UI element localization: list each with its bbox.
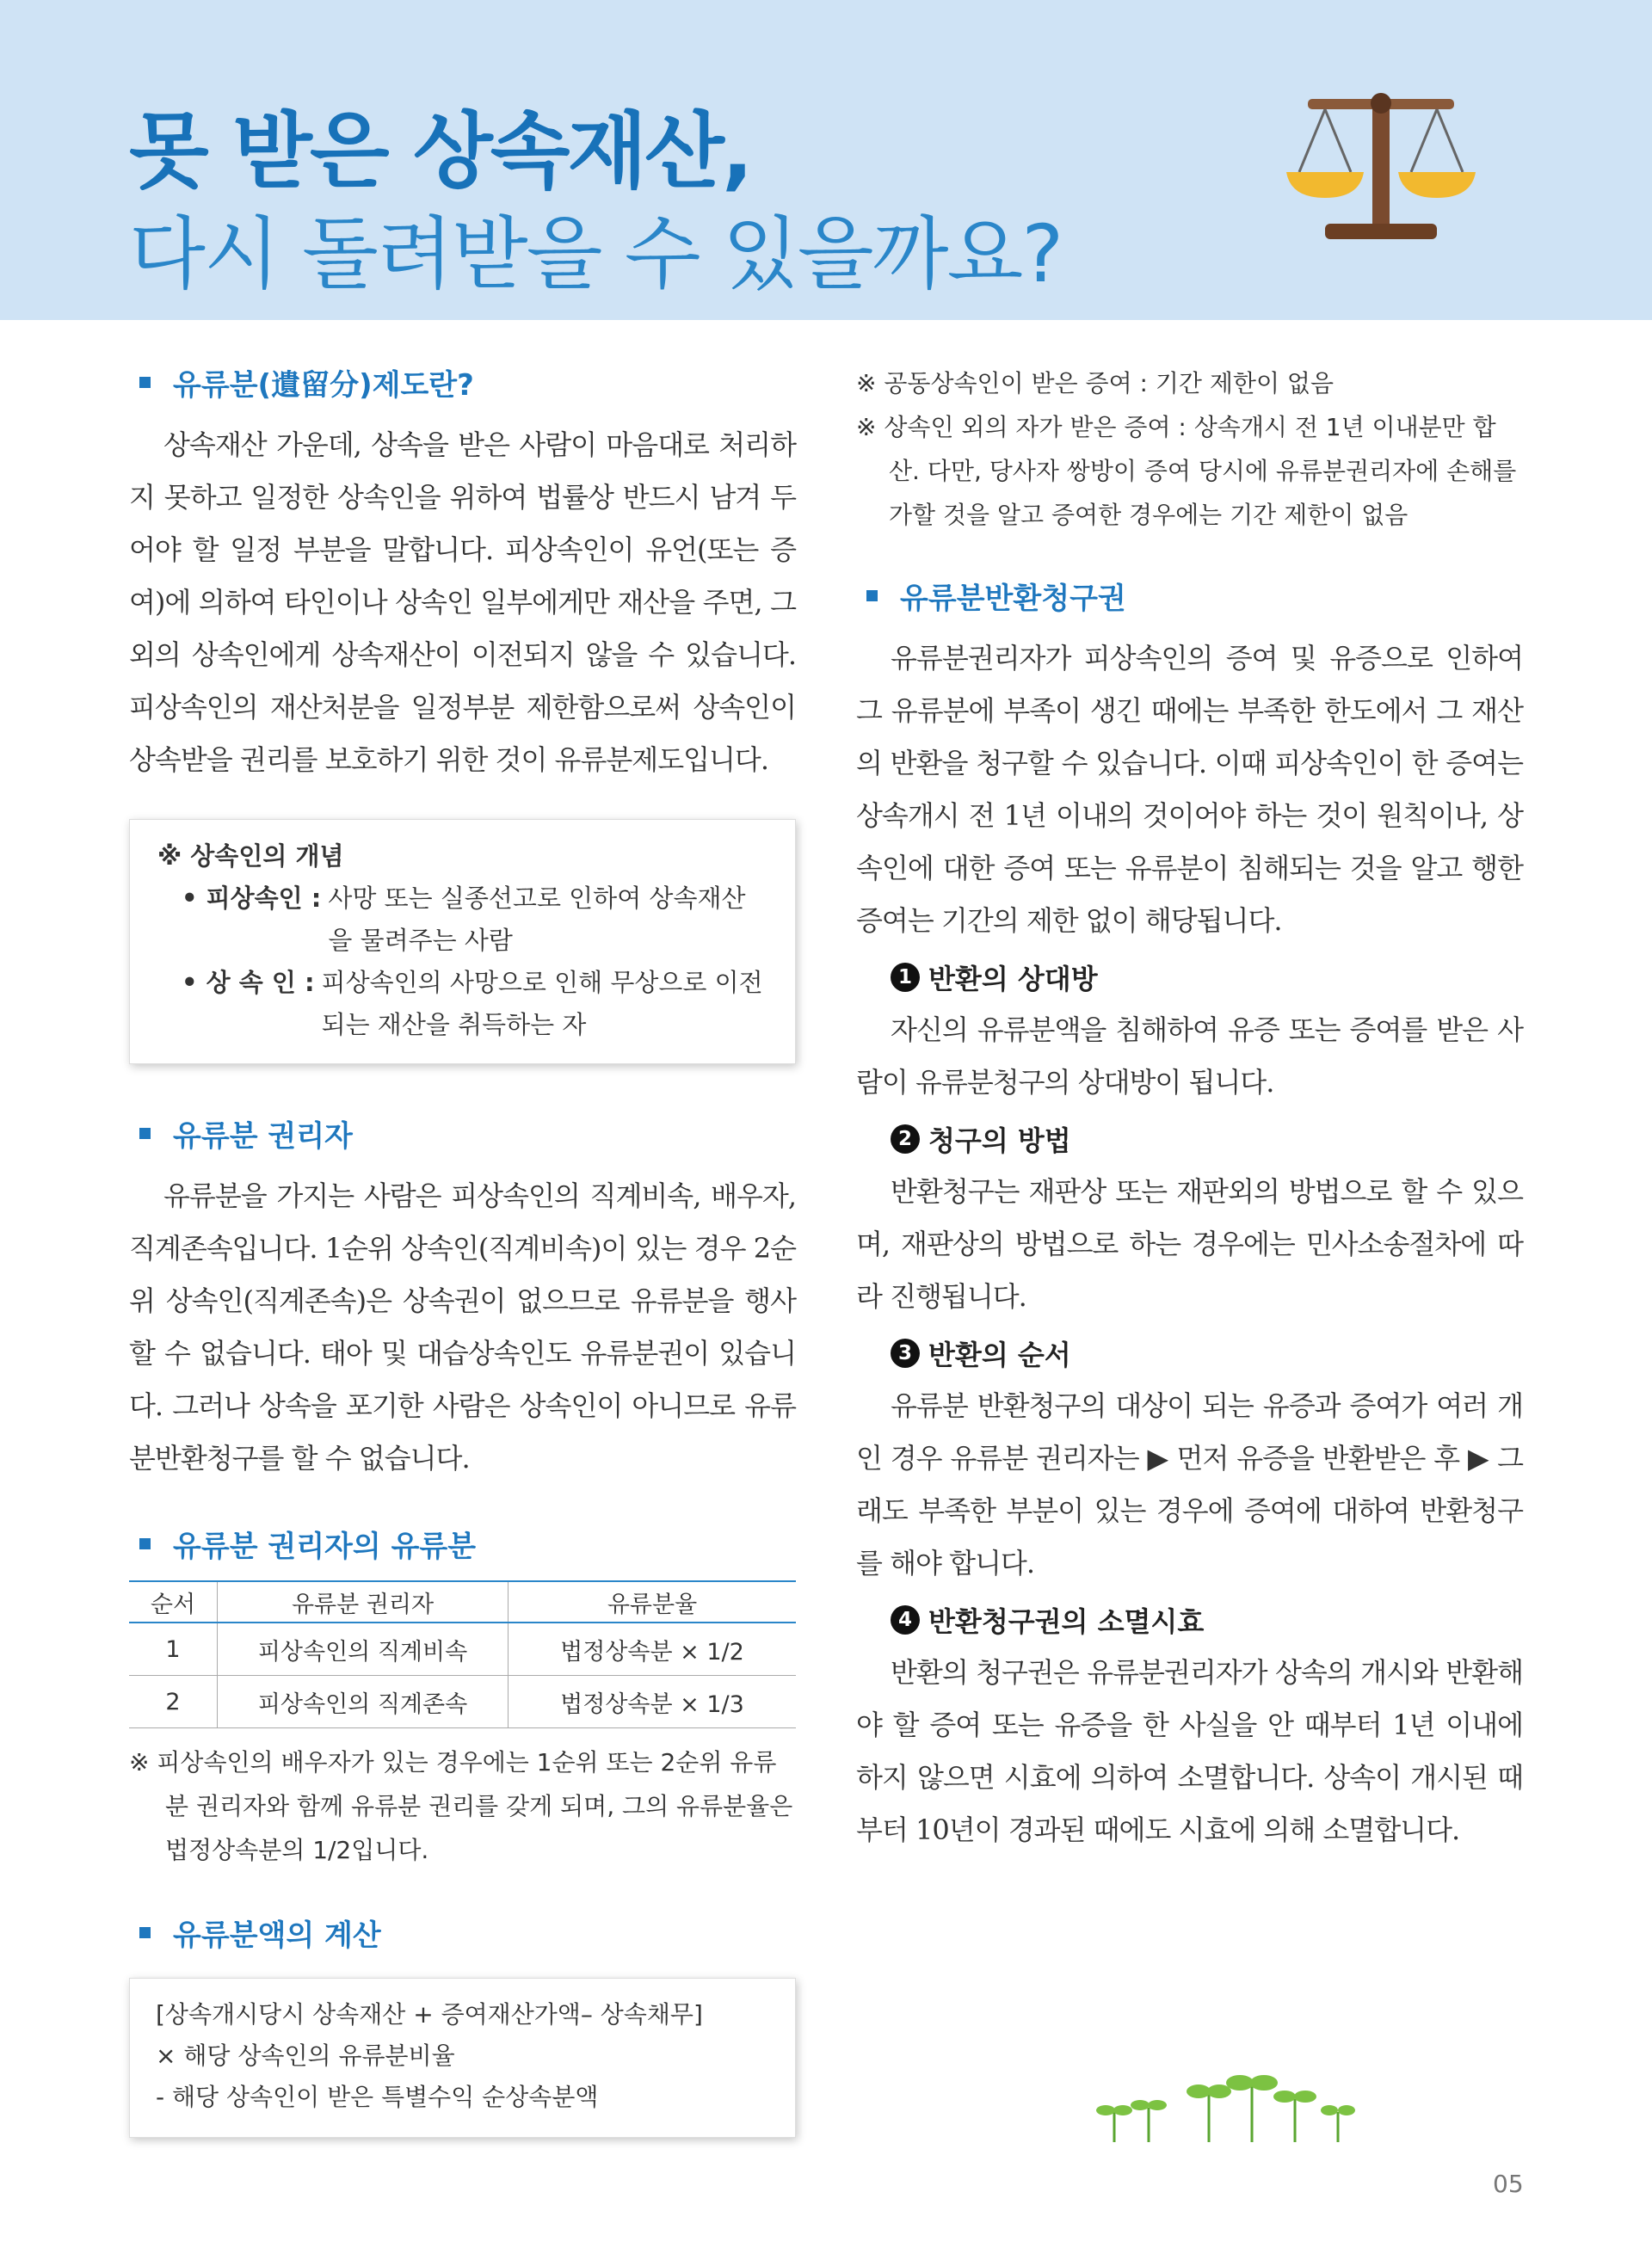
number-badge: 4 bbox=[891, 1605, 920, 1635]
right-column bbox=[856, 361, 1523, 1857]
table-cell: 피상속인의 직계비속 bbox=[218, 1623, 509, 1676]
section-title: 유류분 권리자 bbox=[173, 1119, 353, 1154]
table-cell: 법정상속분 × 1/3 bbox=[509, 1676, 797, 1728]
page-number: 05 bbox=[1493, 2170, 1524, 2198]
section-title: 유류분(遺留分)제도란? bbox=[173, 368, 474, 403]
table-cell: 법정상속분 × 1/2 bbox=[509, 1623, 797, 1676]
subsection-title: 반환의 순서 bbox=[928, 1339, 1071, 1371]
table-row bbox=[129, 1676, 796, 1728]
gift-note: ※ 공동상속인이 받은 증여 : 기간 제한이 없음 bbox=[856, 369, 1335, 397]
table-header: 유류분 권리자 bbox=[218, 1581, 509, 1623]
table-note: ※ 피상속인의 배우자가 있는 경우에는 1순위 또는 2순위 유류분 권리자와 함께 유류분 권리를 갖게 되며, 그의 유류분율은 법정상속분의 1/2입니다. bbox=[129, 1748, 793, 1864]
bullet-square bbox=[139, 377, 151, 388]
header-banner bbox=[0, 0, 1652, 320]
ratio-table bbox=[129, 1580, 796, 1728]
table-header: 유류분율 bbox=[509, 1581, 797, 1623]
formula-line: × 해당 상속인의 유류분비율 bbox=[156, 2041, 455, 2070]
subsection-title: 청구의 방법 bbox=[928, 1124, 1071, 1157]
concept-box-title: ※ 상속인의 개념 bbox=[157, 841, 344, 871]
table-cell: 1 bbox=[129, 1623, 218, 1676]
page-title: 못 받은 상속재산, bbox=[129, 103, 751, 200]
section-heading bbox=[129, 361, 796, 403]
bullet-square bbox=[866, 590, 878, 601]
number-badge: 1 bbox=[891, 963, 920, 992]
table-row bbox=[129, 1623, 796, 1676]
section-title: 유류분 권리자의 유류분 bbox=[173, 1530, 477, 1564]
formula-line: [상속개시당시 상속재산 + 증여재산가액– 상속채무] bbox=[156, 2000, 703, 2029]
subsection-title: 반환의 상대방 bbox=[928, 963, 1098, 995]
definition-item bbox=[182, 962, 769, 1046]
definition-desc: 피상속인의 사망으로 인해 무상으로 이전되는 재산을 취득하는 자 bbox=[321, 968, 763, 1039]
subsection-body: 반환의 청구권은 유류분권리자가 상속의 개시와 반환해야 할 증여 또는 유증을 한 사실을 안 때부터 1년 이내에 하지 않으면 시효에 의하여 소멸합니다. 상속이 개시된 때부터 10년이 경과된 때에도 시효에 의해 소멸합니다. bbox=[856, 1656, 1523, 1846]
section-body: 상속재산 가운데, 상속을 받은 사람이 마음대로 처리하지 못하고 일정한 상속인을 위하여 법률상 반드시 남겨 두어야 할 일정 부분을 말합니다. 피상속인이 유언(또는 증여)에 의하여 타인이나 상속인 일부에게만 재산을 주면, 그 외의 상속인에게 상속재산이 이전되지 않을 수 있습니다. 피상속인의 재산처분을 일정부분 제한함으로써 상속인이 상속받을 권리를 보호하기 위한 것이 유류분제도입니다. bbox=[129, 428, 796, 776]
table-cell: 2 bbox=[129, 1676, 218, 1728]
table-header: 순서 bbox=[129, 1581, 218, 1623]
definition-desc: 사망 또는 실종선고로 인하여 상속재산을 물려주는 사람 bbox=[328, 884, 746, 955]
subsection-title: 반환청구권의 소멸시효 bbox=[928, 1605, 1205, 1638]
bullet-square bbox=[139, 1538, 151, 1549]
subsection-heading bbox=[891, 958, 1523, 997]
subsection-body: 유류분 반환청구의 대상이 되는 유증과 증여가 여러 개인 경우 유류분 권리자는 ▶ 먼저 유증을 반환받은 후 ▶ 그래도 부족한 부분이 있는 경우에 증여에 대하여 반환청구를 해야 합니다. bbox=[856, 1389, 1523, 1580]
definition-term: • 피상속인 : bbox=[182, 884, 322, 913]
section-body: 유류분을 가지는 사람은 피상속인의 직계비속, 배우자, 직계존속입니다. 1순위 상속인(직계비속)이 있는 경우 2순위 상속인(직계존속)은 상속권이 없으므로 유류분을 행사할 수 없습니다. 태아 및 대습상속인도 유류분권이 있습니다. 그러나 상속을 포기한 사람은 상속인이 아니므로 유류분반환청구를 할 수 없습니다. bbox=[129, 1179, 796, 1475]
formula-box bbox=[129, 1978, 796, 2138]
subsection-heading bbox=[891, 1119, 1523, 1159]
section-heading bbox=[129, 1912, 796, 1954]
gift-note: ※ 상속인 외의 자가 받은 증여 : 상속개시 전 1년 이내분만 합산. 다만, 당사자 쌍방이 증여 당시에 유류분권리자에 손해를 가할 것을 알고 증여한 경우에는 기간 제한이 없음 bbox=[856, 413, 1517, 529]
subsection-heading bbox=[891, 1333, 1523, 1373]
definition-term: • 상 속 인 : bbox=[182, 968, 315, 997]
table-header-row bbox=[129, 1581, 796, 1623]
scale-icon bbox=[1273, 69, 1489, 249]
subsection-body: 반환청구는 재판상 또는 재판외의 방법으로 할 수 있으며, 재판상의 방법으로 하는 경우에는 민사소송절차에 따라 진행됩니다. bbox=[856, 1175, 1523, 1313]
subsection-heading bbox=[891, 1600, 1523, 1640]
sprouts-icon bbox=[1080, 2060, 1381, 2146]
section-heading bbox=[129, 1523, 796, 1565]
table-cell: 피상속인의 직계존속 bbox=[218, 1676, 509, 1728]
section-body: 유류분권리자가 피상속인의 증여 및 유증으로 인하여 그 유류분에 부족이 생긴 때에는 부족한 한도에서 그 재산의 반환을 청구할 수 있습니다. 이때 피상속인이 한 증여는 상속개시 전 1년 이내의 것이어야 하는 것이 원칙이나, 상속인에 대한 증여 또는 유류분이 침해되는 것을 알고 행한 증여는 기간의 제한 없이 해당됩니다. bbox=[856, 642, 1523, 937]
number-badge: 3 bbox=[891, 1339, 920, 1368]
section-heading bbox=[856, 575, 1523, 617]
bullet-square bbox=[139, 1128, 151, 1139]
section-heading bbox=[129, 1112, 796, 1155]
page-subtitle: 다시 돌려받을 수 있을까요? bbox=[129, 208, 1063, 300]
number-badge: 2 bbox=[891, 1124, 920, 1154]
definition-item bbox=[182, 878, 769, 962]
left-column bbox=[129, 361, 796, 2138]
section-title: 유류분액의 계산 bbox=[173, 1918, 381, 1953]
section-title: 유류분반환청구권 bbox=[900, 582, 1126, 616]
subsection-body: 자신의 유류분액을 침해하여 유증 또는 증여를 받은 사람이 유류분청구의 상대방이 됩니다. bbox=[856, 1013, 1523, 1099]
concept-box bbox=[129, 819, 796, 1064]
bullet-square bbox=[139, 1927, 151, 1938]
formula-line: - 해당 상속인이 받은 특별수익 순상속분액 bbox=[156, 2083, 599, 2111]
